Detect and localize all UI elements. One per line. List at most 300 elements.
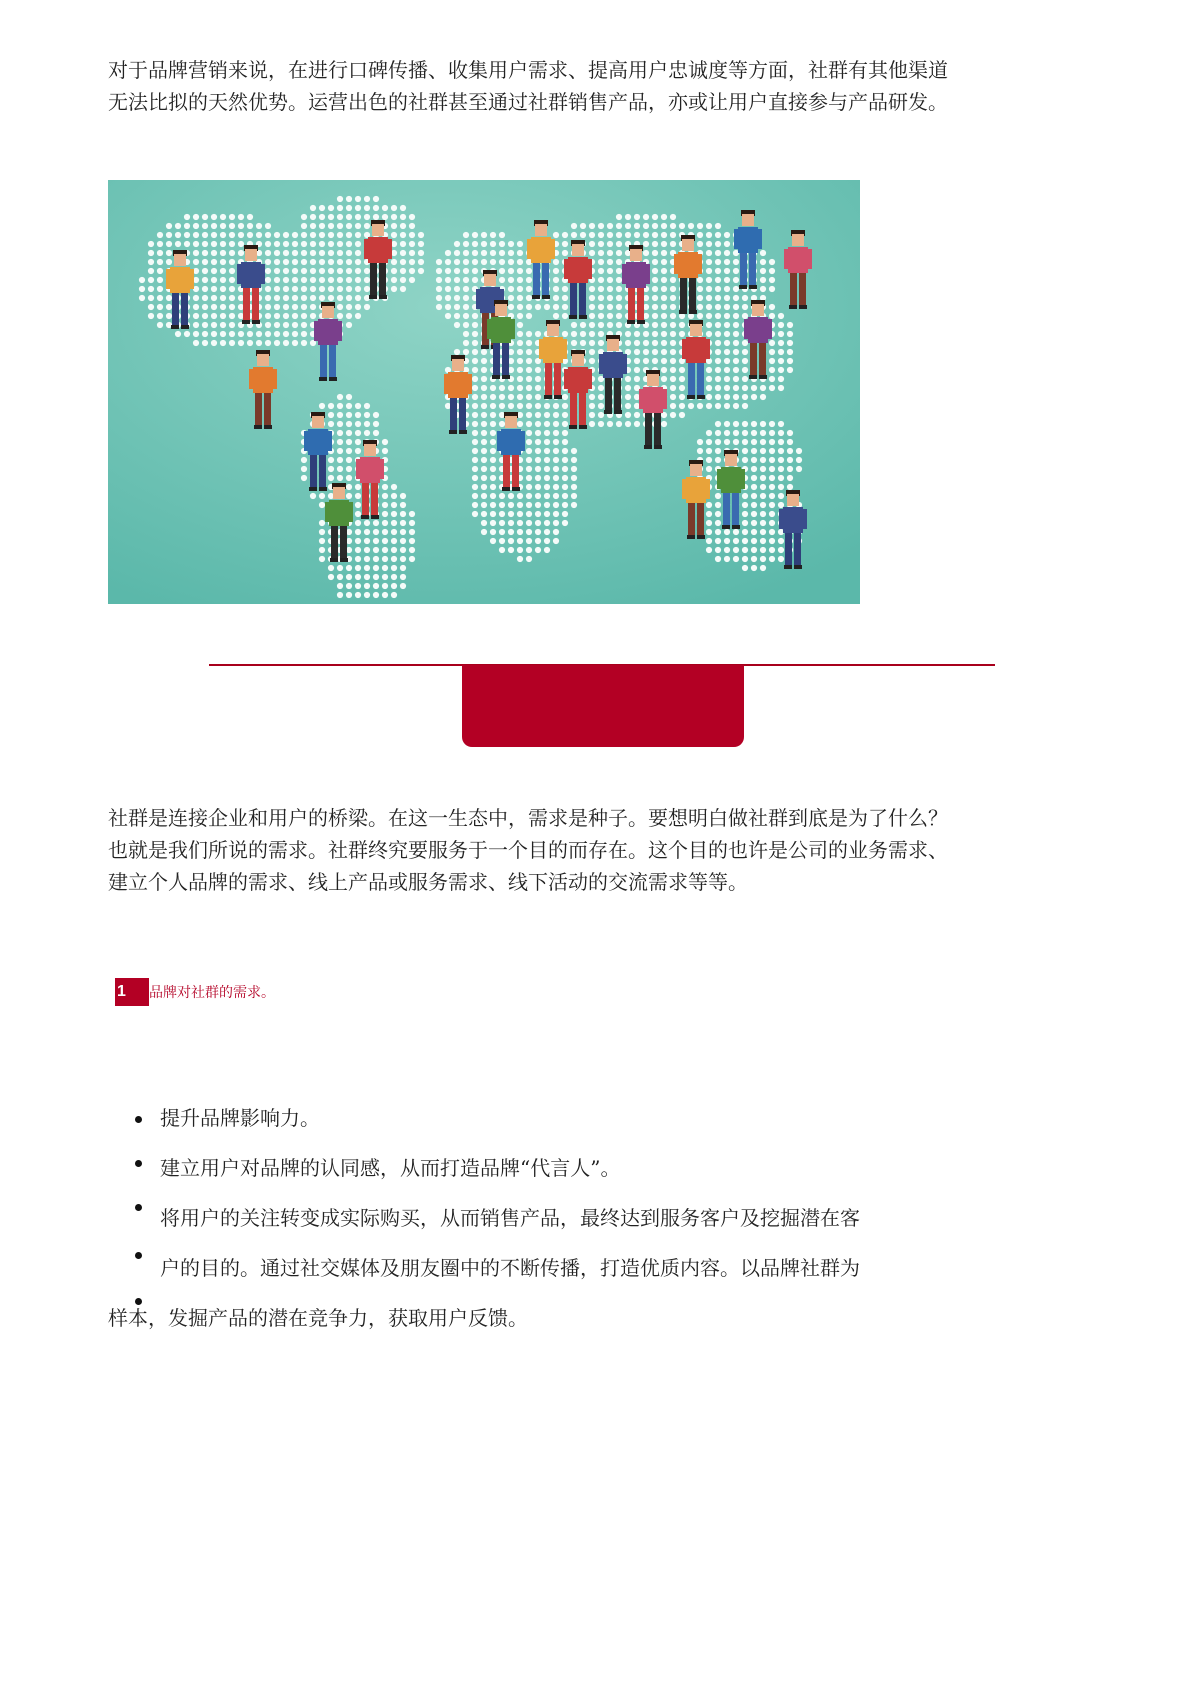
map-dot	[373, 583, 379, 589]
map-dot	[391, 214, 397, 220]
map-dot	[553, 430, 559, 436]
map-dot	[382, 448, 388, 454]
map-dot	[355, 286, 361, 292]
map-dot	[598, 232, 604, 238]
map-dot	[472, 367, 478, 373]
map-dot	[328, 412, 334, 418]
map-dot	[733, 286, 739, 292]
map-dot	[724, 529, 730, 535]
map-dot	[319, 277, 325, 283]
map-dot	[265, 313, 271, 319]
map-dot	[319, 529, 325, 535]
map-dot	[571, 322, 577, 328]
map-dot	[229, 313, 235, 319]
map-dot	[301, 340, 307, 346]
map-dot	[346, 232, 352, 238]
map-dot	[589, 322, 595, 328]
map-dot	[454, 313, 460, 319]
map-dot	[670, 340, 676, 346]
map-dot	[769, 286, 775, 292]
map-dot	[211, 259, 217, 265]
map-dot	[256, 331, 262, 337]
map-dot	[373, 574, 379, 580]
map-dot	[400, 547, 406, 553]
map-dot	[193, 340, 199, 346]
map-dot	[706, 520, 712, 526]
map-dot	[607, 259, 613, 265]
map-dot	[544, 484, 550, 490]
map-dot	[409, 520, 415, 526]
map-dot	[157, 322, 163, 328]
map-dot	[661, 349, 667, 355]
map-dot	[715, 232, 721, 238]
map-dot	[724, 313, 730, 319]
map-dot	[733, 538, 739, 544]
map-dot	[589, 349, 595, 355]
map-dot	[382, 214, 388, 220]
map-dot	[652, 304, 658, 310]
intro-line: 无法比拟的天然优势。运营出色的社群甚至通过社群销售产品，亦或让用户直接参与产品研发。	[108, 90, 948, 114]
map-dot	[310, 241, 316, 247]
map-dot	[769, 556, 775, 562]
map-dot	[391, 268, 397, 274]
map-dot	[562, 430, 568, 436]
map-dot	[535, 466, 541, 472]
map-dot	[715, 439, 721, 445]
map-dot	[544, 538, 550, 544]
map-dot	[481, 484, 487, 490]
map-dot	[652, 268, 658, 274]
map-dot	[211, 214, 217, 220]
map-dot	[733, 358, 739, 364]
map-dot	[328, 466, 334, 472]
map-dot	[598, 286, 604, 292]
map-dot	[463, 259, 469, 265]
map-dot	[742, 385, 748, 391]
map-dot	[490, 385, 496, 391]
map-dot	[607, 250, 613, 256]
map-dot	[472, 268, 478, 274]
map-dot	[265, 340, 271, 346]
map-dot	[769, 547, 775, 553]
map-dot	[283, 304, 289, 310]
map-dot	[787, 331, 793, 337]
map-dot	[211, 241, 217, 247]
section-heading	[115, 978, 275, 1006]
map-dot	[652, 358, 658, 364]
map-dot	[202, 295, 208, 301]
map-dot	[715, 340, 721, 346]
map-dot	[526, 439, 532, 445]
map-dot	[139, 295, 145, 301]
map-dot	[436, 295, 442, 301]
map-dot	[724, 367, 730, 373]
map-dot	[274, 322, 280, 328]
map-dot	[499, 547, 505, 553]
map-dot	[715, 529, 721, 535]
map-dot	[481, 529, 487, 535]
map-dot	[661, 304, 667, 310]
map-dot	[337, 223, 343, 229]
map-dot	[589, 358, 595, 364]
map-dot	[760, 430, 766, 436]
map-dot	[373, 547, 379, 553]
map-dot	[481, 430, 487, 436]
map-dot	[355, 538, 361, 544]
map-dot	[310, 493, 316, 499]
map-dot	[175, 331, 181, 337]
map-dot	[553, 448, 559, 454]
map-dot	[229, 295, 235, 301]
map-dot	[463, 304, 469, 310]
map-dot	[211, 340, 217, 346]
map-dot	[751, 439, 757, 445]
map-dot	[679, 403, 685, 409]
map-dot	[670, 277, 676, 283]
map-dot	[751, 457, 757, 463]
map-dot	[778, 367, 784, 373]
map-dot	[148, 295, 154, 301]
map-dot	[202, 277, 208, 283]
map-dot	[553, 421, 559, 427]
map-dot	[346, 313, 352, 319]
map-dot	[589, 250, 595, 256]
map-dot	[598, 295, 604, 301]
map-dot	[517, 403, 523, 409]
map-dot	[373, 205, 379, 211]
map-dot	[265, 331, 271, 337]
map-dot	[661, 223, 667, 229]
map-dot	[247, 331, 253, 337]
map-dot	[472, 241, 478, 247]
map-dot	[517, 295, 523, 301]
map-dot	[616, 241, 622, 247]
map-dot	[715, 322, 721, 328]
map-dot	[499, 421, 505, 427]
map-dot	[760, 475, 766, 481]
map-dot	[211, 286, 217, 292]
map-dot	[319, 214, 325, 220]
map-dot	[760, 502, 766, 508]
map-dot	[364, 286, 370, 292]
map-dot	[616, 250, 622, 256]
map-dot	[670, 313, 676, 319]
map-dot	[490, 241, 496, 247]
map-dot	[355, 511, 361, 517]
map-dot	[715, 367, 721, 373]
map-dot	[499, 529, 505, 535]
map-dot	[598, 385, 604, 391]
map-dot	[229, 250, 235, 256]
map-dot	[139, 286, 145, 292]
map-dot	[481, 466, 487, 472]
map-dot	[661, 295, 667, 301]
map-dot	[526, 268, 532, 274]
map-dot	[463, 241, 469, 247]
map-dot	[787, 439, 793, 445]
map-dot	[778, 313, 784, 319]
map-dot	[742, 394, 748, 400]
map-dot	[211, 250, 217, 256]
map-dot	[742, 448, 748, 454]
map-dot	[733, 340, 739, 346]
map-dot	[526, 304, 532, 310]
map-dot	[193, 250, 199, 256]
map-dot	[742, 493, 748, 499]
map-dot	[337, 214, 343, 220]
map-dot	[742, 349, 748, 355]
map-dot	[670, 295, 676, 301]
map-dot	[571, 466, 577, 472]
map-dot	[301, 277, 307, 283]
map-dot	[328, 277, 334, 283]
map-dot	[760, 565, 766, 571]
world-map-people-illustration	[108, 180, 860, 604]
map-dot	[193, 214, 199, 220]
body-line: 建立个人品牌的需求、线上产品或服务需求、线下活动的交流需求等等。	[108, 870, 748, 894]
map-dot	[742, 520, 748, 526]
map-dot	[193, 223, 199, 229]
map-dot	[139, 277, 145, 283]
map-dot	[346, 205, 352, 211]
map-dot	[598, 241, 604, 247]
map-dot	[517, 493, 523, 499]
map-dot	[364, 214, 370, 220]
map-dot	[400, 556, 406, 562]
map-dot	[670, 358, 676, 364]
map-dot	[508, 385, 514, 391]
map-dot	[328, 403, 334, 409]
map-dot	[742, 295, 748, 301]
map-dot	[391, 592, 397, 598]
map-dot	[634, 412, 640, 418]
map-dot	[697, 232, 703, 238]
map-dot	[571, 493, 577, 499]
map-dot	[571, 457, 577, 463]
map-dot	[607, 223, 613, 229]
map-dot	[184, 232, 190, 238]
map-dot	[301, 232, 307, 238]
map-dot	[355, 277, 361, 283]
map-dot	[364, 412, 370, 418]
map-dot	[337, 286, 343, 292]
map-dot	[652, 232, 658, 238]
map-dot	[742, 421, 748, 427]
map-dot	[346, 277, 352, 283]
map-dot	[490, 412, 496, 418]
map-dot	[706, 466, 712, 472]
map-dot	[571, 232, 577, 238]
map-dot	[472, 277, 478, 283]
map-dot	[409, 241, 415, 247]
body-paragraph	[108, 802, 1108, 898]
map-dot	[229, 259, 235, 265]
map-dot	[328, 475, 334, 481]
map-dot	[571, 475, 577, 481]
map-dot	[481, 475, 487, 481]
map-dot	[202, 331, 208, 337]
map-dot	[670, 286, 676, 292]
map-dot	[544, 448, 550, 454]
map-dot	[535, 412, 541, 418]
map-dot	[319, 250, 325, 256]
map-dot	[733, 547, 739, 553]
map-dot	[625, 376, 631, 382]
map-dot	[535, 331, 541, 337]
map-dot	[724, 430, 730, 436]
map-dot	[553, 403, 559, 409]
map-dot	[175, 241, 181, 247]
map-dot	[355, 502, 361, 508]
map-dot	[202, 241, 208, 247]
map-dot	[679, 367, 685, 373]
map-dot	[202, 322, 208, 328]
map-dot	[490, 394, 496, 400]
map-dot	[769, 511, 775, 517]
map-dot	[670, 304, 676, 310]
map-dot	[616, 304, 622, 310]
map-dot	[274, 241, 280, 247]
map-dot	[787, 457, 793, 463]
map-dot	[472, 232, 478, 238]
map-dot	[319, 205, 325, 211]
map-dot	[346, 574, 352, 580]
map-dot	[769, 430, 775, 436]
map-dot	[508, 529, 514, 535]
map-dot	[517, 529, 523, 535]
map-dot	[211, 268, 217, 274]
map-dot	[724, 421, 730, 427]
map-dot	[490, 520, 496, 526]
map-dot	[778, 331, 784, 337]
map-dot	[769, 349, 775, 355]
map-dot	[337, 313, 343, 319]
map-dot	[301, 214, 307, 220]
map-dot	[328, 565, 334, 571]
map-dot	[346, 214, 352, 220]
map-dot	[679, 223, 685, 229]
map-dot	[337, 259, 343, 265]
map-dot	[382, 538, 388, 544]
map-dot	[391, 547, 397, 553]
map-dot	[733, 439, 739, 445]
map-dot	[760, 538, 766, 544]
map-dot	[706, 448, 712, 454]
map-dot	[364, 592, 370, 598]
map-dot	[553, 295, 559, 301]
map-dot	[661, 421, 667, 427]
map-dot	[715, 403, 721, 409]
map-dot	[373, 592, 379, 598]
map-dot	[607, 313, 613, 319]
map-dot	[598, 394, 604, 400]
map-dot	[274, 268, 280, 274]
map-dot	[346, 196, 352, 202]
map-dot	[148, 241, 154, 247]
map-dot	[292, 313, 298, 319]
map-dot	[679, 412, 685, 418]
map-dot	[742, 502, 748, 508]
map-dot	[346, 259, 352, 265]
map-dot	[355, 214, 361, 220]
map-dot	[760, 466, 766, 472]
map-dot	[679, 331, 685, 337]
map-dot	[517, 349, 523, 355]
map-dot	[517, 304, 523, 310]
map-dot	[454, 349, 460, 355]
map-dot	[445, 304, 451, 310]
map-dot	[706, 430, 712, 436]
map-dot	[751, 520, 757, 526]
map-dot	[580, 340, 586, 346]
map-dot	[310, 214, 316, 220]
map-dot	[193, 304, 199, 310]
map-dot	[310, 205, 316, 211]
map-dot	[625, 412, 631, 418]
map-dot	[553, 439, 559, 445]
map-dot	[409, 277, 415, 283]
map-dot	[769, 268, 775, 274]
map-dot	[769, 421, 775, 427]
map-dot	[337, 439, 343, 445]
map-dot	[355, 250, 361, 256]
map-dot	[526, 511, 532, 517]
map-dot	[652, 277, 658, 283]
map-dot	[481, 439, 487, 445]
map-dot	[562, 232, 568, 238]
map-dot	[391, 583, 397, 589]
map-dot	[301, 241, 307, 247]
map-dot	[697, 286, 703, 292]
map-dot	[526, 394, 532, 400]
map-dot	[697, 403, 703, 409]
map-dot	[616, 295, 622, 301]
map-dot	[526, 313, 532, 319]
map-dot	[715, 241, 721, 247]
map-dot	[409, 268, 415, 274]
map-dot	[724, 547, 730, 553]
map-dot	[499, 268, 505, 274]
map-dot	[634, 349, 640, 355]
map-dot	[733, 259, 739, 265]
map-dot	[220, 223, 226, 229]
map-dot	[517, 520, 523, 526]
map-dot	[769, 475, 775, 481]
map-dot	[724, 295, 730, 301]
map-dot	[238, 223, 244, 229]
map-dot	[310, 313, 316, 319]
map-dot	[562, 520, 568, 526]
map-dot	[562, 250, 568, 256]
map-dot	[544, 430, 550, 436]
map-dot	[598, 277, 604, 283]
map-dot	[301, 322, 307, 328]
map-dot	[445, 313, 451, 319]
map-dot	[364, 529, 370, 535]
map-dot	[364, 268, 370, 274]
map-dot	[535, 403, 541, 409]
map-dot	[202, 223, 208, 229]
map-dot	[715, 223, 721, 229]
map-dot	[265, 268, 271, 274]
map-dot	[391, 277, 397, 283]
map-dot	[733, 322, 739, 328]
map-dot	[634, 367, 640, 373]
map-dot	[616, 277, 622, 283]
map-dot	[571, 448, 577, 454]
map-dot	[625, 385, 631, 391]
map-dot	[526, 421, 532, 427]
